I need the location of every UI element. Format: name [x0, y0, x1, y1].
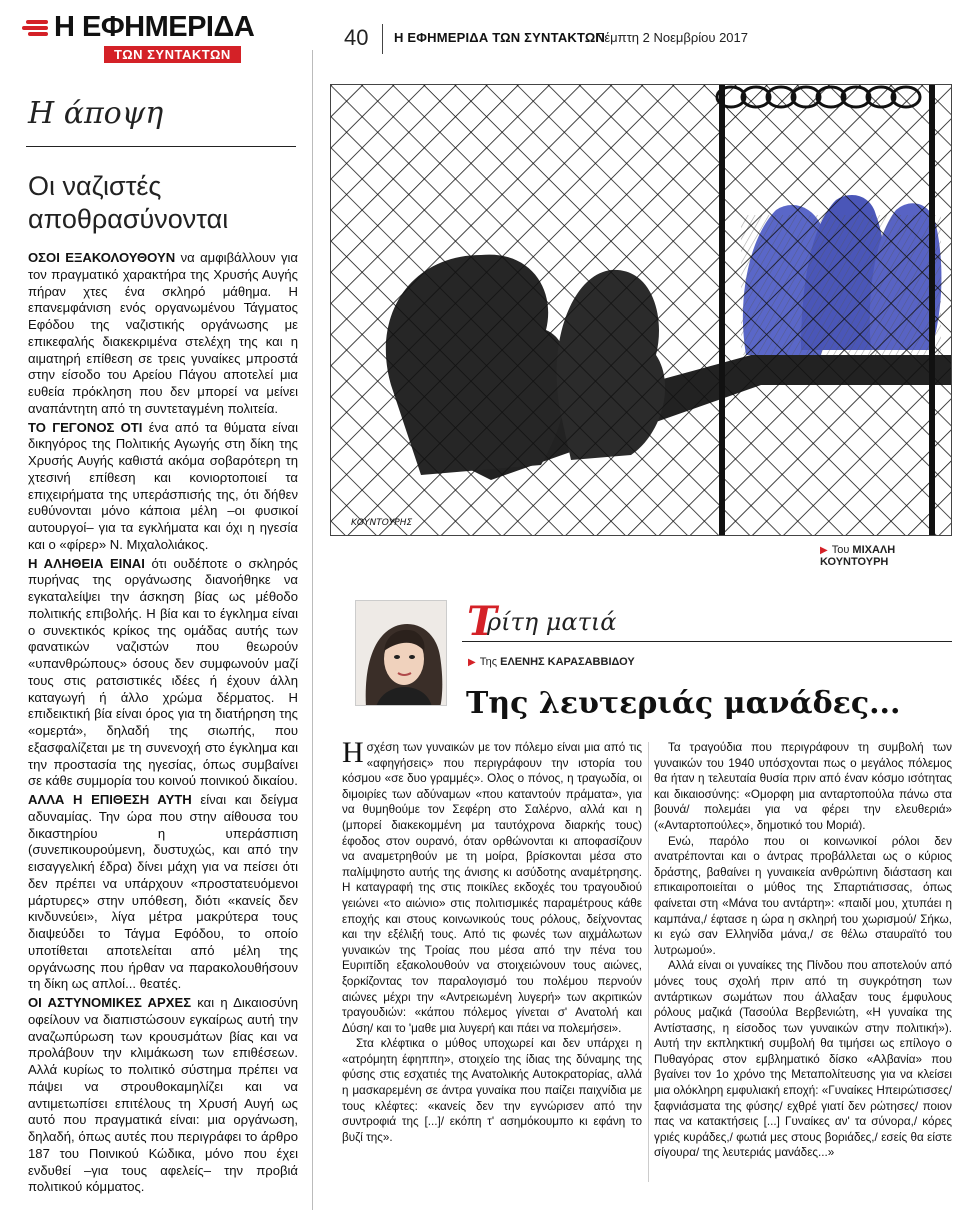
- editorial-paragraph: ΑΛΛΑ Η ΕΠΙΘΕΣΗ ΑΥΤΗ είναι και δείγμα αδυναμίας. Την ώρα που στην αίθουσα του δικαστηρίου η υπεράσπιση (συνεπικουρούμενη, δυστυχώς, και από την εισαγγελική έδρα) δίνει μάχη για να πείσει ότι δεν πρέπει να υπάρχουν «προστατευόμενοι μάρτυρες» στην υπόθεση, διότι «κανείς δεν κινδυνεύει», λίγα μέτρα μακρύτερα τους διαψεύδει το Τάγμα Εφόδου, το οποίο υποτίθεται αποτελείται από μέλη της οργάνωσης που ήρθαν να παρακολουθήσουν τη δίκη ως απλοί... θεατές.: [28, 792, 298, 992]
- credit-prefix: Του: [831, 544, 850, 556]
- fence-post: [719, 85, 725, 536]
- credit-name: ΜΙΧΑΛΗ ΚΟΥΝΤΟΥΡΗ: [820, 544, 896, 568]
- column-paragraph: Στα κλέφτικα ο μύθος υποχωρεί και δεν υπάρχει η «ατρόμητη έφηππη», στοιχείο της ίδιας της δύναμης της φύσης στις εσχατιές της Ανατολικής Αυτοκρατορίας, αλλά η μασκαρεμένη σε άντρα γυναίκα που παίζει παιχνίδια με τους κλέφτες: «κανείς δεν την εγνώρισεν από την συντροφιά της [...]/ εκόπη τ' ασημόκουμπο κι εφάνη το βυζί της».: [342, 1037, 642, 1144]
- fence-post: [929, 85, 935, 536]
- column-divider: [312, 50, 313, 1210]
- header-separator: [382, 24, 383, 54]
- header-date: Πέμπτη 2 Νοεμβρίου 2017: [595, 30, 748, 45]
- header-paper-name: Η ΕΦΗΜΕΡΙΔΑ ΤΩΝ ΣΥΝΤΑΚΤΩΝ: [394, 30, 606, 45]
- column-paragraph: Ησχέση των γυναικών με τον πόλεμο είναι μια από τις «αφηγήσεις» που περιγράφουν την ιστορία του κόσμου «σε δυο γραμμές». Ολος ο πόνος, η τραγωδία, οι διμοιρίες των αδύναμων «που καταντούν πράματα», για να θυμηθούμε τον Σεφέρη στο Σαλέρνο, αλλά και η (μπορεί διακεκομμένη μα ταυτόχρονα διαρκής τους) έφοδος στον ουρανό, όταν ορθώνονται κι αποφασίζουν να αναμετρηθούν με τη μοίρα, βρίσκονται μέσα στο παλίμψηστο αυτής της άνισης κι ασύδοτης αναμέτρησης. Η καταγραφή της στις ποικίλες εκδοχές του τραγουδιού γειώνει «το αιώνιο» στις πολιτισμικές παραμέτρους κάθε εποχής και στους κοινωνικούς τους ρόλους, δείχνοντας και την εξέλιξή τους. Από τις φωνές των αιχμάλωτων γυναικών της Τροίας που μέσα από την πένα του Ευριπίδη εξακολουθούν να στοιχειώνουν τους αιώνες, ξορκίζοντας τον παραλογισμό του πολέμου περνούν αιώνες μέχρι την «Αντρειωμένη λυγερή» των ακριτικών τραγουδιών: «κάπου πόλεμος γίνεται σ' Ανατολή και Δύση/ και το 'μαθε μια λυγερή και πάει να πολεμήσει».: [342, 736, 642, 1035]
- cartoon-svg: [331, 85, 952, 536]
- logo-main: [22, 10, 274, 44]
- portrait-svg: [356, 601, 447, 706]
- column-paragraph: Ενώ, παρόλο που οι κοινωνικοί ρόλοι δεν ανατρέπονται και ο άντρας προβάλλεται ως ο κύριος δράστης, βαθαίνει η γυναικεία ανθρώπινη διάσταση και επικαιροποιείται ο μύθος της Σπαρτιάτισσας, όπως φαίνεται στη «Μάνα του αντάρτη»: «παιδί μου, χτυπάει η καμπάνα,/ έφτασε η ώρα η σκληρή του χωρισμού/ Σήκω, κι εγώ σαν Ελληνίδα μάνα,/ σε θέλω σταυραϊτό του λυτρωμού».: [654, 834, 952, 957]
- editorial-paragraph: ΟΙ ΑΣΤΥΝΟΜΙΚΕΣ ΑΡΧΕΣ και η Δικαιοσύνη οφείλουν να διαπιστώσουν εγκαίρως αυτή την αναζωπύρωση των κρουσμάτων βίας και να προλάβουν την κλιμάκωση των επιθέσεων. Αλλά κυρίως το πολιτικό σύστημα πρέπει να πάψει να στρουθοκαμηλίζει και να αντιμετωπίσει επιτέλους τη Χρυσή Αυγή ως αυτό που πραγματικά είναι: μια οργάνωση, δηλαδή, όπως αυτές που περιγράφει το άρθρο 187 του Ποινικού Κώδικα, μόνο που έχει ενδυθεί –για τους αφελείς– την προβιά πολιτικού κόμματος.: [28, 995, 298, 1195]
- section-rule: [26, 146, 296, 147]
- drop-cap: Η: [342, 736, 364, 769]
- byline-prefix: Της: [479, 656, 498, 668]
- column-body-left: [342, 736, 642, 1145]
- byline-name: ΕΛΕΝΗΣ ΚΑΡΑΣΑΒΒΙΔΟΥ: [500, 656, 635, 668]
- logo-subtitle: ΤΩΝ ΣΥΝΤΑΚΤΩΝ: [104, 46, 241, 63]
- column-kicker-letter: Τ: [467, 598, 497, 645]
- column-byline: [468, 656, 635, 668]
- editorial-paragraph: ΟΣΟΙ ΕΞΑΚΟΛΟΥΘΟΥΝ να αμφιβάλλουν για τον πραγματικό χαρακτήρα της Χρυσής Αυγής πήραν χτες ένα σκληρό μάθημα. Η επανεμφάνιση ενός οργανωμένου Τάγματος Εφόδου της ναζιστικής οργάνωσης με επικεφαλής διακεκριμένα στελέχη της και η αιματηρή επίθεση σε τρεις γυναίκες μπροστά στην είσοδο του Αρείου Πάγου αποτελεί μια ευθεία πρόκληση που δεν μπορεί να μείνει αναπάντητη από τη συντεταγμένη πολιτεία.: [28, 250, 298, 416]
- column-headline: Της λευτεριάς μανάδες...: [466, 686, 901, 721]
- column-kicker: ρίτη ματιά: [487, 608, 617, 636]
- editorial-paragraph: Η ΑΛΗΘΕΙΑ ΕΙΝΑΙ ότι ουδέποτε ο σκληρός πυρήνας της οργάνωσης διανοήθηκε να εγκαταλείψει την άσκηση βίας ως μέθοδο πολιτικής επιβολής. Η βία και το έγκλημα είναι ο συνεκτικός κρίκος της ομάδας αυτής των φανατικών ναζιστών που θεωρούν «υπανθρώπους» όσους δεν συμφωνούν μαζί τους στις ρατσιστικές ιδέες ή έχουν άλλη καταγωγή ή άλλο χρώμα δέρματος. Η επιδεικτική βία είναι όρος για τη διατήρηση της «ομερτά», δηλαδή της σιωπής, που εξασφαλίζεται με τη συνενοχή στο έγκλημα και την προστασία της ηγεσίας, όπως συμβαίνει σε κάθε συμμορία του κοινού ποινικού δικαίου.: [28, 555, 298, 789]
- page-number: 40: [344, 25, 369, 50]
- masthead-logo[interactable]: [22, 10, 274, 76]
- section-label: Η άποψη: [28, 96, 164, 131]
- column-body-right: [654, 740, 952, 1161]
- cartoon-illustration: [330, 84, 952, 536]
- column-paragraph: Αλλά είναι οι γυναίκες της Πίνδου που αποτελούν από μόνες τους σχολή πριν από τη συγκρότηση των αντάρτικων σωμάτων που άλλαξαν τους έμφυλους ρόλους μαζικά (Τασούλα Βερβενιώτη, «Η γυναίκα της Αντίστασης, η είσοδος των γυναικών στην πολιτική»). Αυτή την εκπληκτική συμβολή θα τιμήσει ως επίλογο ο Πυθαγόρας στον εμβληματικό δίσκο «Αλβανία» που βγαίνει τον 1ο χρόνο της Μεταπολίτευσης για να κλείσει μια ολόκληρη εμφυλιακή εποχή: «Γυναίκες Ηπειρώτισσες/ ξαφνιάσματα της φύσης/ εχθρέ γιατί δεν ρώτησες/ ποιον πας να κατακτήσεις [...] Γυναίκες αν' τα σύνορα,/ κόρες γριές κυράδες,/ φωτιά μες στους βοριάδες,/ εσείς θα είστε σίγουρα/ της λευτεριάς μανάδες...»: [654, 959, 952, 1160]
- editorial-body: [28, 250, 298, 1198]
- editorial-paragraph: ΤΟ ΓΕΓΟΝΟΣ ΟΤΙ ένα από τα θύματα είναι δικηγόρος της Πολιτικής Αγωγής στη δίκη της Χρυσής Αυγής καθιστά ακόμα σοβαρότερη τη χτεσινή επίθεση και κονιορτοποιεί τα επιχειρήματα της υπεράσπισής της, ότι δήθεν ευθύνονται μόνο κάποια μέλη –οι φυσικοί αυτουργοί– για τα εγκλήματα και όχι η ηγεσία και ο «φίρερ» Ν. Μιχαλολιάκος.: [28, 419, 298, 552]
- logo-stripes-icon: [22, 18, 48, 36]
- triangle-icon: ▶: [820, 545, 828, 556]
- triangle-icon: ▶: [468, 657, 476, 668]
- cartoon-credit: [820, 544, 960, 568]
- cartoon-signature: ΚΟΥΝΤΟΥΡΗΣ: [351, 518, 413, 528]
- author-portrait: [355, 600, 447, 706]
- column-paragraph: Τα τραγούδια που περιγράφουν τη συμβολή των γυναικών του 1940 υπόσχονται πως ο μεγάλος πόλεμος θα ήταν η τελευταία θυσία πριν από έναν κόσμο ισότητας και δικαιοσύνης: «Ομορφη μια ανταρτοπούλα πάνω στα βουνά/ πολεμάει για να φέρει την ελευθεριά» («Ανταρτοπούλες», δημοτικό του Μοριά).: [654, 741, 952, 832]
- column-inner-divider: [648, 742, 649, 1182]
- editorial-headline: Οι ναζιστές αποθρασύνονται: [28, 171, 229, 234]
- logo-title: Η ΕΦΗΜΕΡΙΔΑ: [54, 11, 255, 43]
- fence-mesh: [331, 85, 952, 536]
